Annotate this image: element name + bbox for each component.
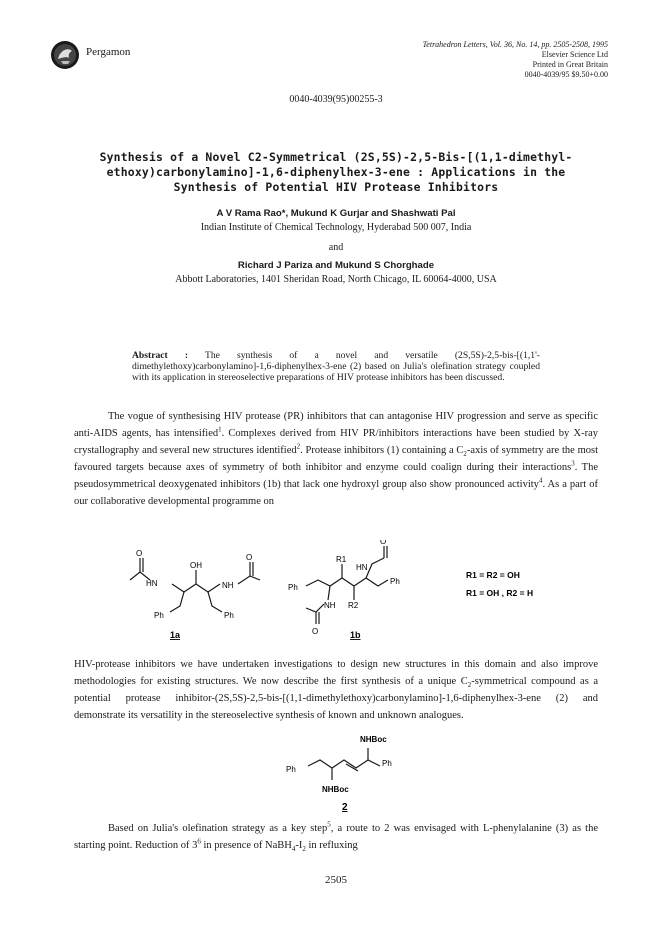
doi: 0040-4039(95)00255-3	[289, 94, 383, 105]
ref-2: 2	[296, 442, 301, 451]
p1-text-1: The vogue of synthesising HIV protease (PR) inhibitors that can antagonise HIV progression and serve as specific anti-AIDS agents, has intensified	[74, 411, 598, 439]
fig1a-nh: NH	[222, 581, 234, 590]
title-line-1: Synthesis of a Novel C2-Symmetrical (2S,5S)-2,5-Bis-[(1,1-dimethyl-	[99, 150, 573, 164]
p3-text-2: , a route to 2 was envisaged with L-phenylalanine (3) as the starting point. Reduction of 3	[74, 823, 598, 851]
affiliation-2: Abbott Laboratories, 1401 Sheridan Road, North Chicago, IL 60064-4000, USA	[175, 274, 497, 285]
p3-text-5: in refluxing	[305, 840, 358, 851]
p3-subscript-2: 2	[302, 845, 306, 854]
paragraph-1	[74, 408, 598, 510]
fig1a-oh: OH	[190, 561, 202, 570]
p2-subscript: 2	[467, 681, 472, 690]
p3-text-3: in presence of NaBH	[200, 840, 292, 851]
p3-subscript-4: 4	[291, 845, 296, 854]
fig1a-hn: HN	[146, 579, 158, 588]
fig2-label: 2	[342, 802, 348, 813]
fig1b-hn: HN	[356, 563, 368, 572]
abstract	[132, 350, 540, 383]
journal-citation: Tetrahedron Letters, Vol. 36, No. 14, pp. 2505-2508, 1995	[422, 40, 608, 49]
fig1a-label: 1a	[170, 630, 181, 640]
price-line: 0040-4039/95 $9.50+0.00	[524, 70, 608, 79]
fig1-legend-2: R1 = OH , R2 = H	[466, 588, 534, 598]
paragraph-3	[74, 820, 598, 854]
fig1b-r2: R2	[348, 601, 359, 610]
fig1b-r1: R1	[336, 555, 347, 564]
fig1-legend-1: R1 = R2 = OH	[466, 570, 520, 580]
p3-text-1: Based on Julia's olefination strategy as a key step	[108, 823, 328, 834]
p3-text-4: -I	[295, 840, 303, 851]
and-separator: and	[328, 242, 344, 253]
publisher-name: Pergamon	[86, 46, 131, 58]
p2-text-1: HIV-protease inhibitors we have undertaken investigations to design new structures in this domain and also improve methodologies for existing structures. We now describe the first synthesis of a unique C	[74, 659, 598, 687]
pergamon-logo-icon	[50, 40, 80, 70]
p1-text-4: -axis of symmetry are the most favoured targets because axes of symmetry of both inhibitor and enzyme could coalign during their interactions	[74, 445, 598, 473]
p1-subscript: 2	[463, 450, 467, 459]
fig2-ph-left: Ph	[286, 765, 296, 774]
page-number: 2505	[325, 874, 347, 886]
affiliation-1: Indian Institute of Chemical Technology, Hyderabad 500 007, India	[200, 222, 472, 233]
fig1a-ph-right: Ph	[224, 611, 234, 620]
fig1b-ph-right: Ph	[390, 577, 400, 586]
fig2-nhboc-bottom: NHBoc	[322, 785, 349, 794]
publisher-line: Elsevier Science Ltd	[541, 50, 608, 59]
abstract-text: The synthesis of a novel and versatile (2S,5S)-2,5-bis-[(1,1'-dimethylethoxy)carbonylamino]-1,6-diphenylhex-3-ene (2) based on Julia's olefination strategy coupled with its application in stereoselective preparations of HIV protease inhibitors has been discussed.	[132, 350, 540, 383]
ref-4: 4	[538, 476, 543, 485]
ref-6: 6	[197, 837, 201, 846]
figure-1-structures	[110, 540, 570, 640]
fig1b-o-bottom: O	[312, 627, 319, 636]
title-line-2: ethoxy)carbonylamino]-1,6-diphenylhex-3-ene : Applications in the	[106, 165, 566, 179]
ref-1: 1	[218, 425, 222, 434]
fig2-ph-right: Ph	[382, 759, 392, 768]
abstract-label: Abstract :	[132, 350, 189, 361]
author-group-2: Richard J Pariza and Mukund S Chorghade	[237, 260, 435, 271]
fig1b-ph-left: Ph	[288, 583, 298, 592]
fig1a-o-left: O	[136, 549, 143, 558]
article-title	[80, 150, 592, 195]
figure-2-compound	[280, 732, 430, 822]
author-group-1: A V Rama Rao*, Mukund K Gurjar and Shashwati Pal	[216, 208, 456, 219]
paragraph-2	[74, 656, 598, 724]
p2-text-2: -symmetrical compound as a potential protease inhibitor-(2S,5S)-2,5-bis-[(1,1-dimethylethoxy)carbonylamino]-1,6-diphenylhex-3-ene (2) and demonstrate its versatility in the stereoselective synthesis of known and unknown analogues.	[74, 676, 598, 721]
fig1b-nh: NH	[324, 601, 336, 610]
ref-3: 3	[571, 459, 575, 468]
p1-text-6: . As a part of our collaborative developmental programme on	[74, 479, 598, 507]
journal-info	[423, 40, 608, 80]
ref-5: 5	[327, 820, 331, 829]
p1-text-2: . Complexes derived from HIV PR/inhibitors interactions have been studied by X-ray crystallography and several new structures identified	[74, 428, 598, 456]
p1-text-5: . The pseudosymmetrical deoxygenated inhibitors (1b) that lack one hydroxyl group also show pronounced activity	[74, 462, 598, 490]
printed-line: Printed in Great Britain	[532, 60, 608, 69]
p1-text-3: . Protease inhibitors (1) containing a C	[300, 445, 464, 456]
fig1b-o-top: O	[380, 540, 387, 546]
fig1a-ph-left: Ph	[154, 611, 164, 620]
fig2-nhboc-top: NHBoc	[360, 735, 387, 744]
title-line-3: Synthesis of Potential HIV Protease Inhibitors	[173, 180, 499, 194]
fig1b-label: 1b	[350, 630, 361, 640]
fig1a-o-right: O	[246, 553, 253, 562]
